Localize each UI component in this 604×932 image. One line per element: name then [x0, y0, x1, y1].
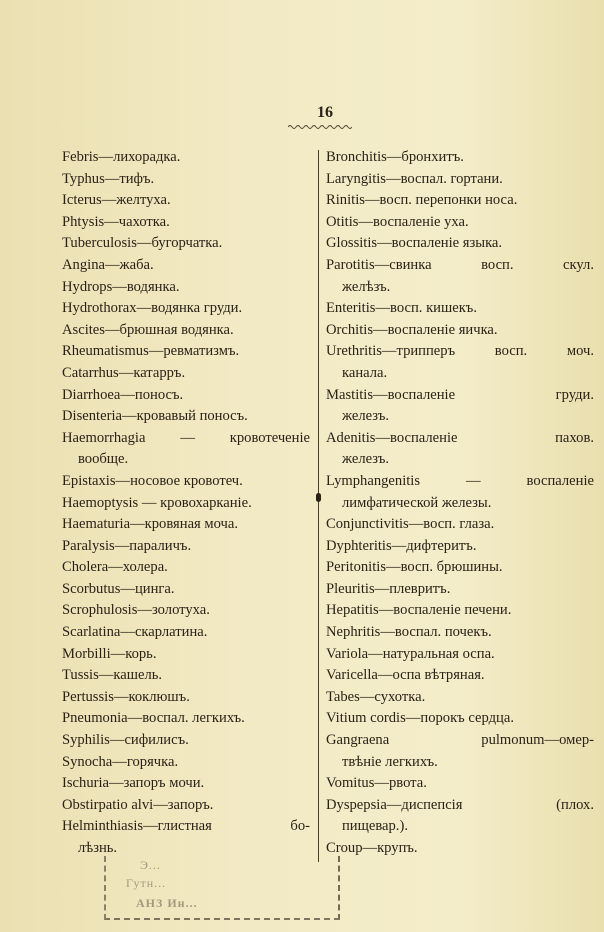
glossary-entry: Bronchitis—бронхитъ.	[326, 149, 464, 165]
glossary-entry: Scarlatina—скарлатина.	[62, 624, 208, 641]
library-stamp	[104, 856, 340, 920]
stamp-line: Э...	[140, 858, 161, 872]
glossary-entry: Varicella—оспа вѣтряная.	[326, 667, 485, 684]
glossary-entry: Tuberculosis—бугорчатка.	[62, 235, 223, 252]
glossary-entry: Peritonitis—восп. брюшины.	[326, 559, 503, 576]
glossary-entry: Morbilli—корь.	[62, 645, 157, 662]
glossary-entry: Tabes—сухотка.	[326, 688, 426, 705]
glossary-entry-continuation: железъ.	[342, 451, 390, 468]
glossary-entry: Epistaxis—носовое кровотеч.	[62, 472, 243, 489]
glossary-entry: Haemorrhagia — кровотеченіе	[62, 429, 310, 446]
glossary-entry: Mastitis—воспаленіе груди.	[326, 386, 594, 403]
stamp-line: АНЗ Ин...	[136, 896, 198, 910]
stamp-line: Гутн...	[126, 876, 167, 890]
glossary-entry: Otitis—воспаленіе уха.	[326, 213, 469, 230]
glossary-entry: Hydrops—водянка.	[62, 278, 180, 295]
glossary-entry: Tussis—кашель.	[62, 667, 163, 684]
glossary-entry: Glossitis—воспаленіе языка.	[326, 235, 503, 252]
glossary-entry-continuation: лимфатической железы.	[342, 494, 492, 511]
glossary-entry: Ischuria—запоръ мочи.	[62, 775, 205, 792]
glossary-entry: Phtysis—чахотка.	[62, 213, 170, 230]
glossary-entry: Febris—лихорадка.	[62, 149, 181, 165]
glossary-entry: Conjunctivitis—восп. глаза.	[326, 516, 495, 533]
glossary-entry: Typhus—тифъ.	[62, 170, 155, 187]
glossary-entry: Paralysis—параличъ.	[62, 537, 192, 554]
glossary-entry: Orchitis—воспаленіе яичка.	[326, 321, 498, 338]
left-column	[62, 147, 310, 860]
glossary-entry-continuation: желѣзъ.	[342, 278, 391, 295]
glossary-entry: Synocha—горячка.	[62, 753, 179, 770]
glossary-entry: Rinitis—восп. перепонки носа.	[326, 192, 518, 209]
column-divider	[318, 150, 319, 862]
glossary-entry: Hepatitis—воспаленіе печени.	[326, 602, 512, 619]
right-column	[326, 147, 594, 860]
decorative-wave-rule	[288, 124, 352, 130]
glossary-entry: Vomitus—рвота.	[326, 775, 427, 792]
glossary-entry: Syphilis—сифилисъ.	[62, 732, 189, 749]
glossary-entry: Haematuria—кровяная моча.	[62, 516, 239, 533]
glossary-entry: Cholera—холера.	[62, 559, 168, 576]
glossary-entry: Pneumonia—воспал. легкихъ.	[62, 710, 245, 727]
glossary-entry: Croup—крупъ.	[326, 840, 418, 856]
glossary-entry-continuation: лѣзнь.	[78, 840, 118, 856]
glossary-entry: Pertussis—коклюшъ.	[62, 688, 190, 705]
glossary-entry: Laryngitis—воспал. гортани.	[326, 170, 503, 187]
glossary-entry: Gangraena pulmonum—омер-	[326, 732, 594, 749]
glossary-entry: Lymphangenitis — воспаленіе	[326, 472, 594, 489]
glossary-entry: Haemoptysis — кровохарканіе.	[62, 494, 252, 511]
glossary-entry: Scrophulosis—золотуха.	[62, 602, 210, 619]
glossary-entry-continuation: канала.	[342, 364, 388, 381]
glossary-entry: Adenitis—воспаленіе пахов.	[326, 429, 594, 446]
glossary-entry: Pleuritis—плевритъ.	[326, 580, 451, 597]
page-number: 16	[317, 104, 333, 121]
glossary-entry-continuation: вообще.	[78, 451, 129, 468]
glossary-entry: Hydrothorax—водянка груди.	[62, 300, 243, 317]
glossary-entry: Nephritis—воспал. почекъ.	[326, 624, 492, 641]
glossary-entry: Dyphteritis—дифтеритъ.	[326, 537, 477, 554]
glossary-entry: Urethritis—трипперъ восп. моч.	[326, 343, 594, 360]
glossary-entry: Icterus—желтуха.	[62, 192, 171, 209]
glossary-entry-continuation: пищевар.).	[342, 818, 408, 835]
glossary-entry: Angina—жаба.	[62, 256, 154, 273]
glossary-entry: Catarrhus—катарръ.	[62, 364, 186, 381]
glossary-entry: Obstirpatio alvi—запоръ.	[62, 796, 214, 813]
glossary-entry: Disenteria—кровавый поносъ.	[62, 408, 248, 425]
glossary-entry: Parotitis—свинка восп. скул.	[326, 256, 594, 273]
glossary-entry: Rheumatismus—ревматизмъ.	[62, 343, 240, 360]
glossary-entry: Ascites—брюшная водянка.	[62, 321, 234, 338]
glossary-entry: Vitium cordis—порокъ сердца.	[326, 710, 514, 727]
glossary-entry-continuation: железъ.	[342, 408, 390, 425]
glossary-entry: Dyspepsia—диспепсія (плох.	[326, 796, 594, 813]
glossary-entry: Variola—натуральная оспа.	[326, 645, 495, 662]
glossary-entry-continuation: твѣніе легкихъ.	[342, 753, 438, 770]
glossary-entry: Diarrhoea—поносъ.	[62, 386, 184, 403]
ink-blot	[316, 493, 321, 502]
glossary-entry: Helminthiasis—глистная бо-	[62, 818, 310, 835]
glossary-entry: Scorbutus—цинга.	[62, 580, 175, 597]
glossary-entry: Enteritis—восп. кишекъ.	[326, 300, 477, 317]
